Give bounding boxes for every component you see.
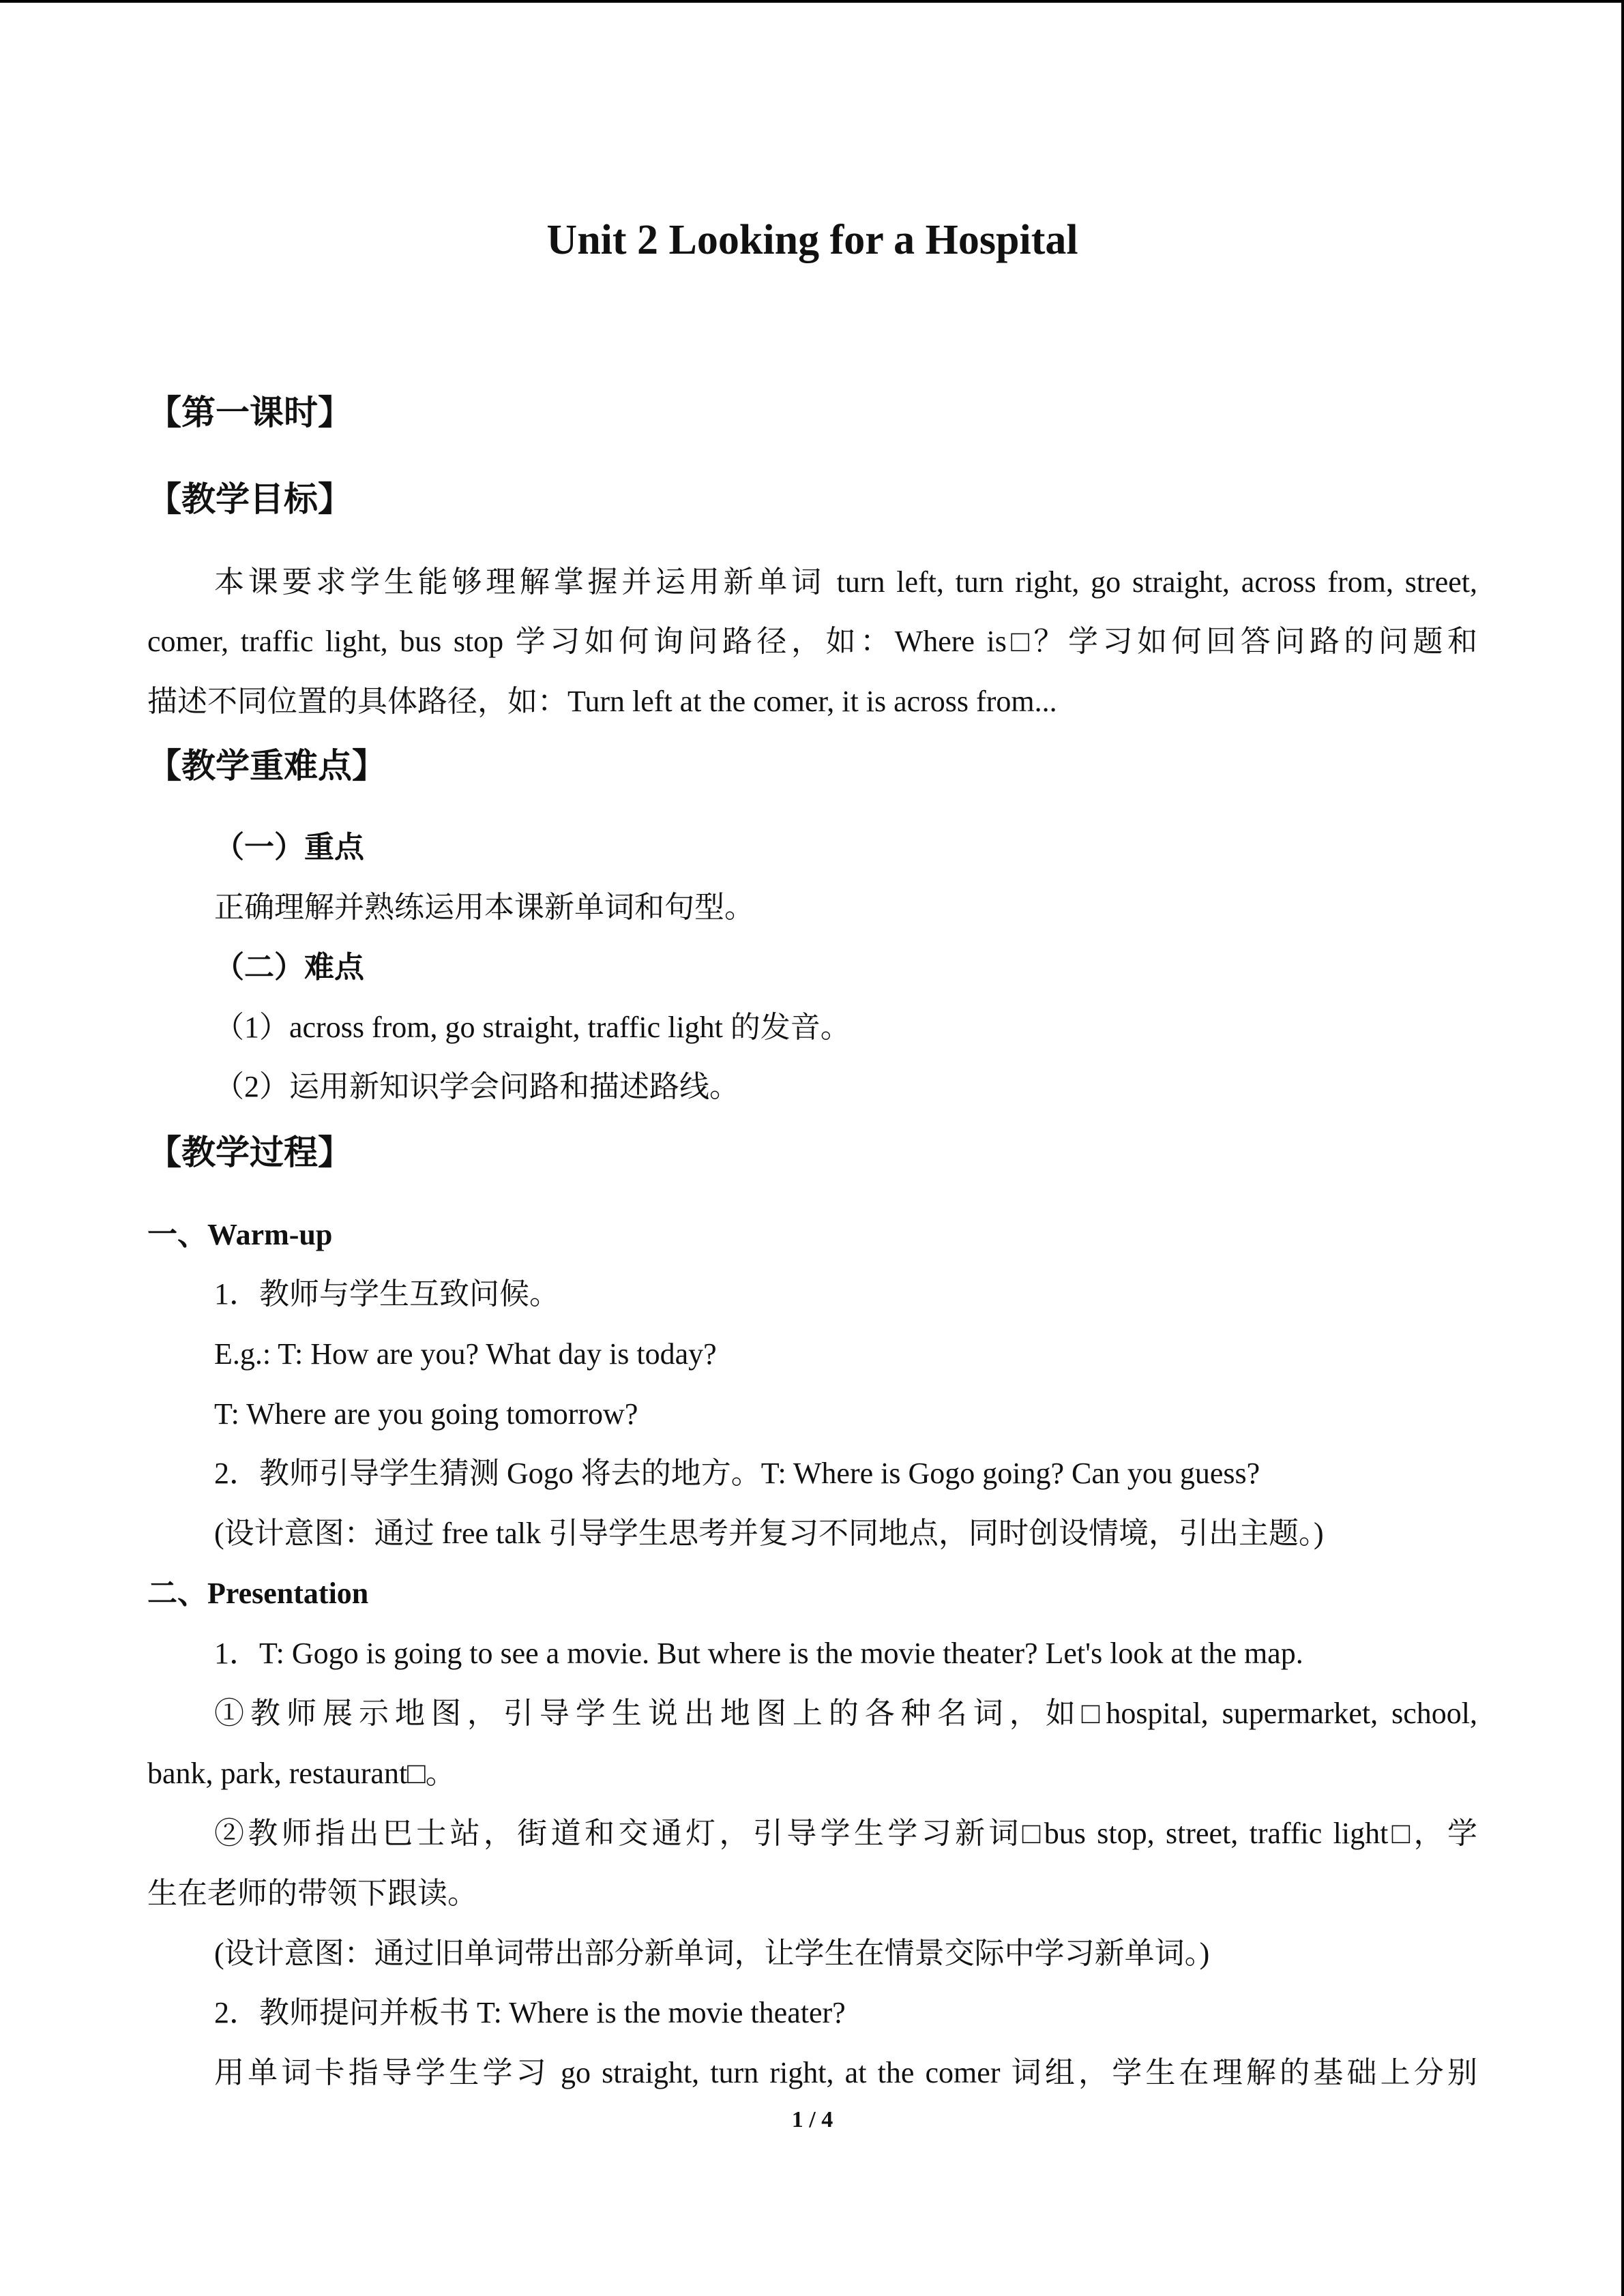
presentation-line-4: (设计意图：通过旧单词带出部分新单词，让学生在情景交际中学习新单词。) (214, 1937, 1210, 1970)
presentation-line-2b: bank, park, restaurant□。 (147, 1757, 456, 1790)
key-points-heading: 【教学重难点】 (147, 746, 386, 786)
presentation-line-2a: ①教师展示地图，引导学生说出地图上的各种名词，如□hospital, supermarket, school, (214, 1697, 1477, 1730)
presentation-line-3b: 生在老师的带领下跟读。 (147, 1877, 477, 1910)
warmup-line-5: (设计意图：通过 free talk 引导学生思考并复习不同地点，同时创设情境，引出主题。) (214, 1517, 1324, 1550)
difficulty-item-2: （2）运用新知识学会问路和描述路线。 (214, 1070, 739, 1103)
presentation-heading: 二、Presentation (147, 1577, 369, 1610)
warmup-line-2: E.g.: T: How are you? What day is today? (214, 1337, 717, 1371)
document-title: Unit 2 Looking for a Hospital (546, 217, 1078, 263)
lesson-label: 【第一课时】 (147, 393, 352, 432)
difficulty-label: （二）难点 (214, 951, 364, 984)
presentation-line-1: 1．T: Gogo is going to see a movie. But where is the movie theater? Let's look at the map. (214, 1637, 1303, 1670)
presentation-line-6: 用单词卡指导学生学习 go straight, turn right, at the comer 词组，学生在理解的基础上分别 (214, 2056, 1477, 2089)
page-right-border (1621, 0, 1624, 2296)
presentation-line-3a: ②教师指出巴士站，街道和交通灯，引导学生学习新词□bus stop, street, traffic light□，学 (214, 1817, 1477, 1850)
warmup-line-1: 1．教师与学生互致问候。 (214, 1277, 559, 1311)
presentation-line-5: 2．教师提问并板书 T: Where is the movie theater? (214, 1996, 846, 2029)
warmup-heading: 一、Warm-up (147, 1218, 333, 1251)
warmup-line-4: 2．教师引导学生猜测 Gogo 将去的地方。T: Where is Gogo going? Can you guess? (214, 1457, 1260, 1490)
focus-text: 正确理解并熟练运用本课新单词和句型。 (214, 891, 754, 924)
objectives-heading: 【教学目标】 (147, 479, 352, 519)
focus-label: （一）重点 (214, 831, 364, 864)
warmup-line-3: T: Where are you going tomorrow? (214, 1397, 638, 1431)
objectives-line-2: comer, traffic light, bus stop 学习如何询问路径，如：Where is□？学习如何回答问路的问题和 (147, 625, 1477, 658)
process-heading: 【教学过程】 (147, 1133, 352, 1172)
page-number: 1 / 4 (791, 2107, 833, 2132)
objectives-line-3: 描述不同位置的具体路径，如：Turn left at the comer, it is across from... (147, 685, 1057, 718)
objectives-line-1: 本课要求学生能够理解掌握并运用新单词 turn left, turn right, go straight, across from, street, (214, 565, 1477, 599)
difficulty-item-1: （1）across from, go straight, traffic light 的发音。 (214, 1011, 851, 1044)
document-page (147, 0, 1477, 2296)
